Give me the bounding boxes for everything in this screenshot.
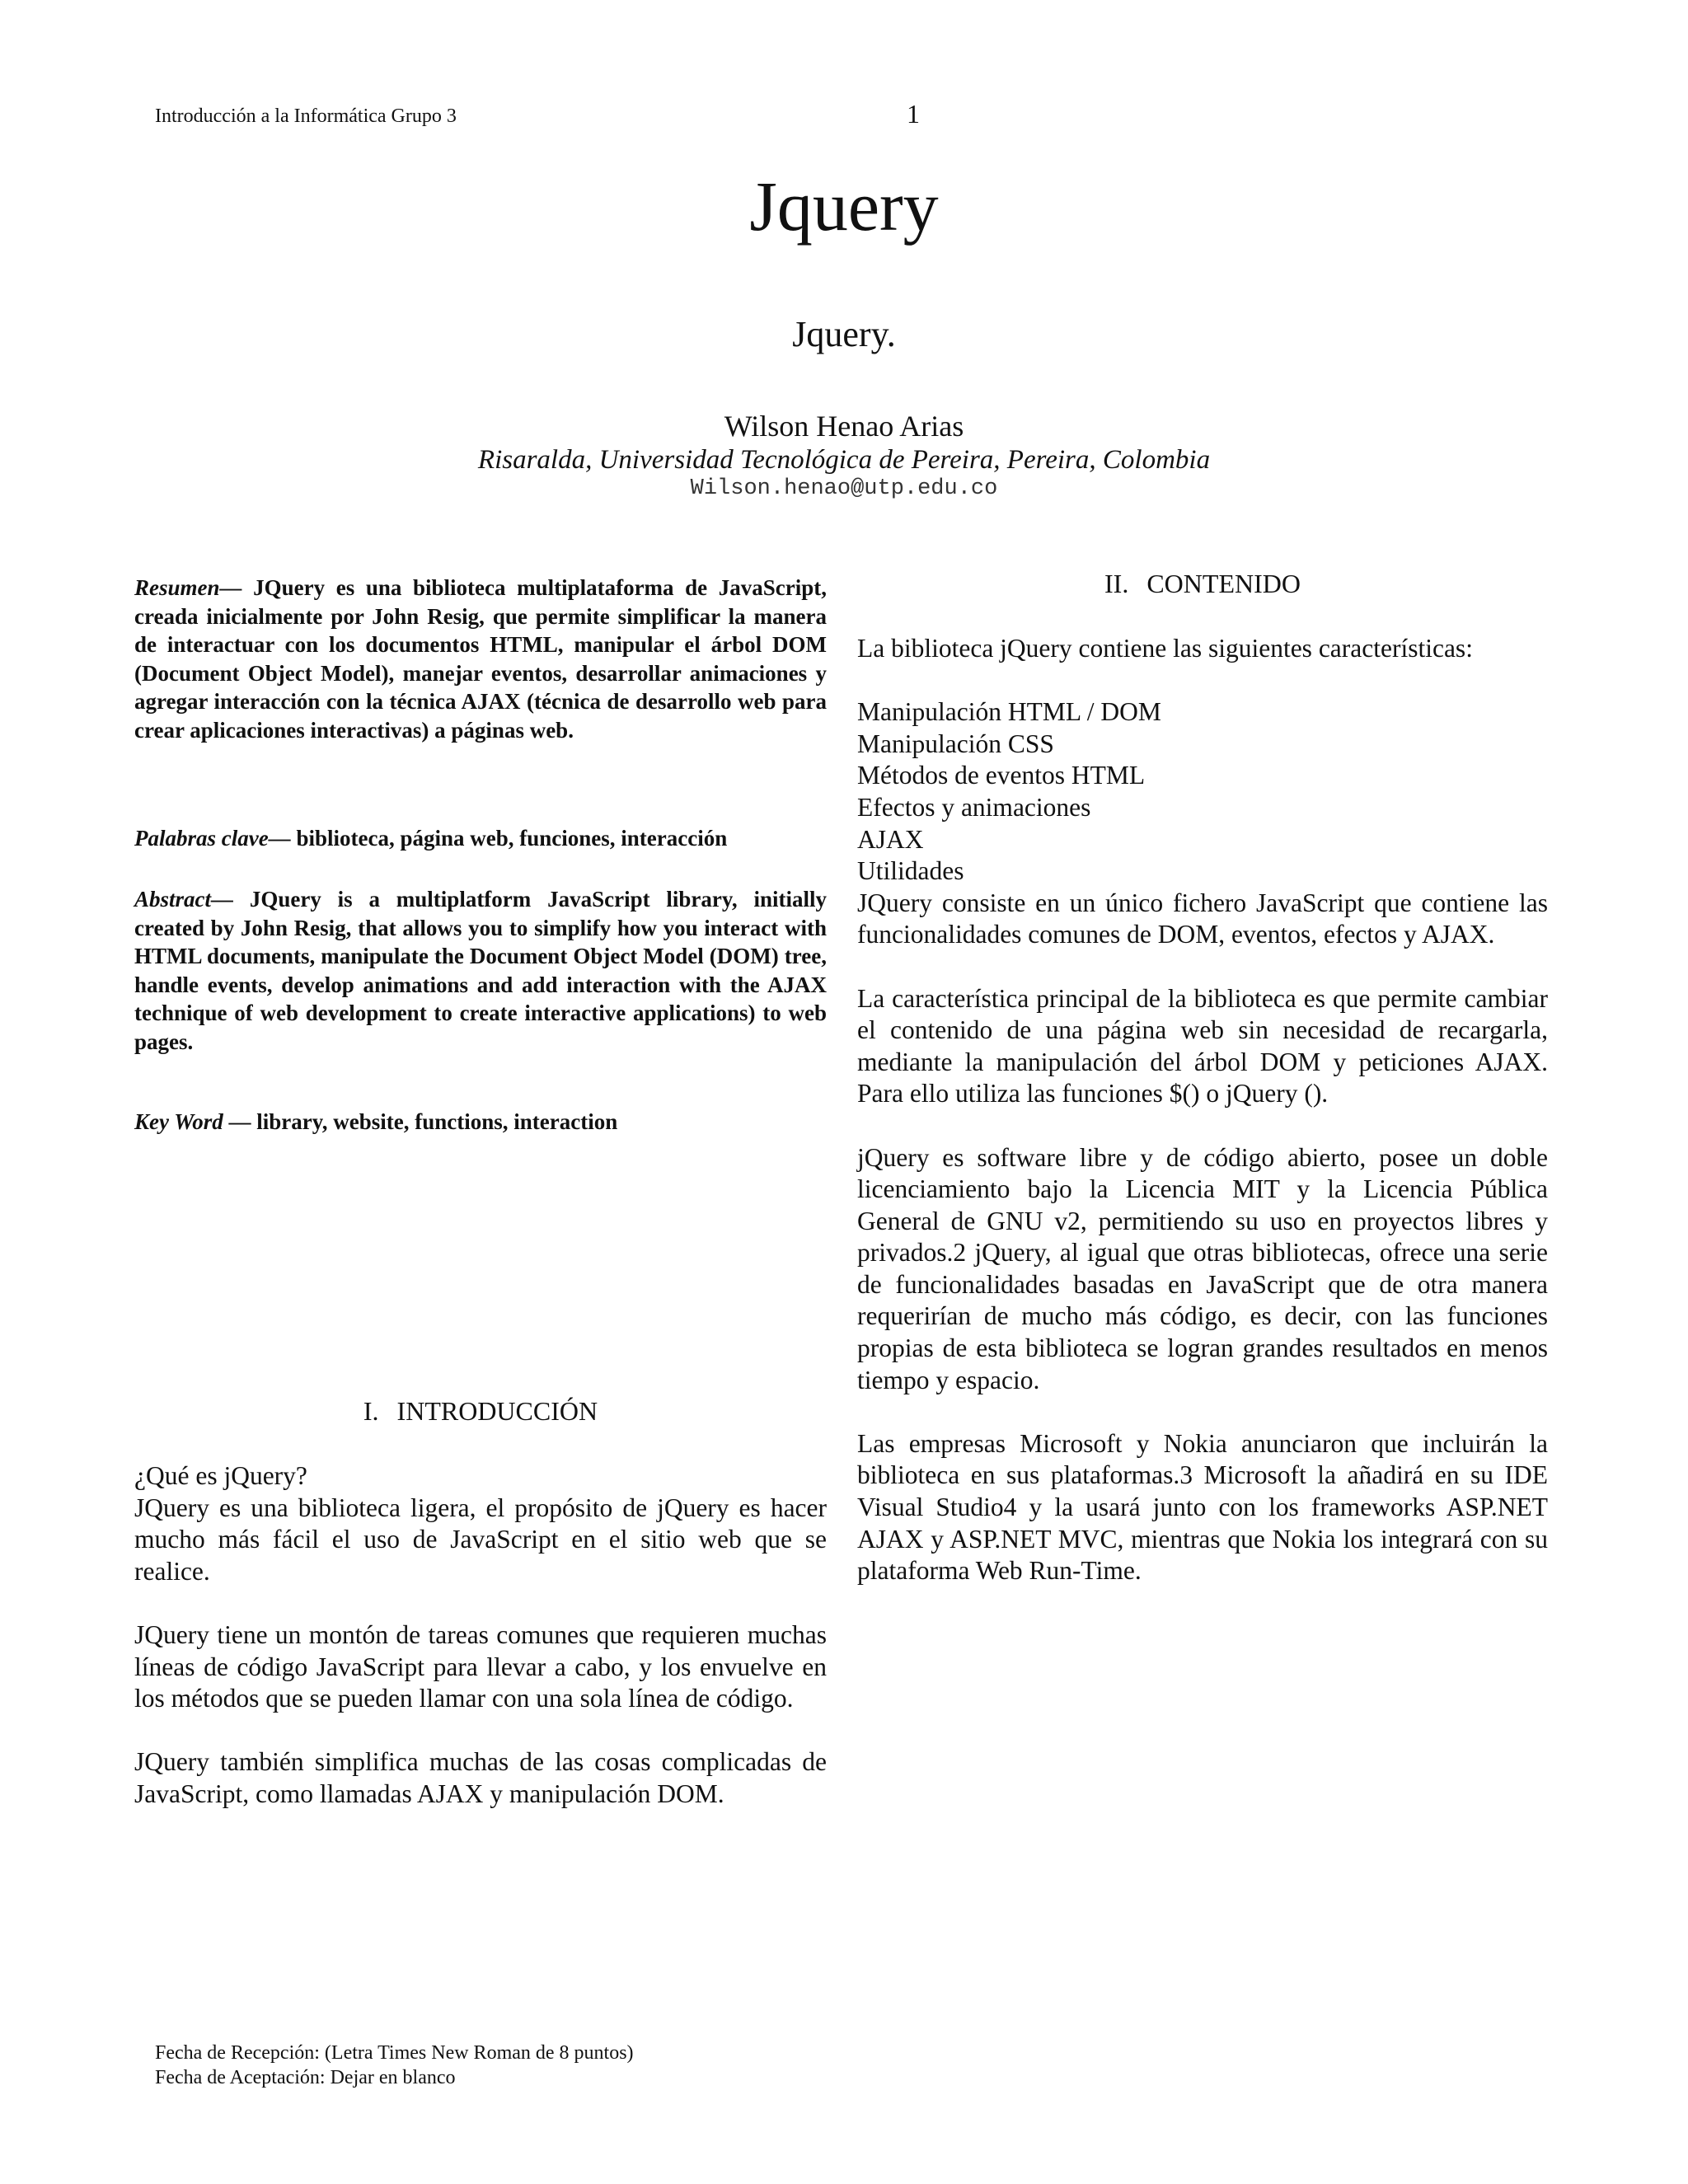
- contenido-paragraph: JQuery consiste en un único fichero JavaScript que contiene las funcionalidades comunes de DOM, eventos, efectos y AJAX.: [857, 888, 1548, 949]
- section-number: II.: [1104, 569, 1129, 598]
- palabras-clave-text: biblioteca, página web, funciones, interacción: [296, 826, 728, 851]
- author-email[interactable]: Wilson.henao@utp.edu.co: [690, 476, 998, 501]
- abstract-block: [134, 885, 827, 1056]
- contenido-paragraph: La característica principal de la biblioteca es que permite cambiar el contenido de una página web sin necesidad de recargarla, mediante la manipulación del árbol DOM y peticiones AJAX. Para ello utiliza las funciones $() o jQuery ().: [857, 983, 1548, 1108]
- resumen-label: Resumen—: [134, 575, 242, 600]
- footer-dates: [155, 2041, 634, 2090]
- page-number: 1: [907, 99, 920, 129]
- author-name: Wilson Henao Arias: [724, 410, 964, 443]
- intro-paragraph: JQuery también simplifica muchas de las cosas complicadas de JavaScript, como llamadas AJAX y manipulación DOM.: [134, 1747, 827, 1808]
- contenido-intro: La biblioteca jQuery contiene las siguientes características:: [857, 634, 1473, 663]
- paper-subtitle: Jquery.: [792, 314, 896, 354]
- contenido-paragraph: Las empresas Microsoft y Nokia anunciaron que incluirán la biblioteca en sus plataformas.3 Microsoft la añadirá en su IDE Visual Studio4 y la usará junto con los frameworks ASP.NET AJAX y ASP.NET MVC, mientras que Nokia los integrará con su plataforma Web Run-Time.: [857, 1428, 1548, 1586]
- section-number: I.: [363, 1396, 379, 1426]
- paper-title: Jquery: [749, 166, 939, 246]
- section-title: INTRODUCCIÓN: [396, 1396, 598, 1426]
- introduccion-body: [134, 1460, 827, 1811]
- keywords-text: — library, website, functions, interaction: [228, 1109, 618, 1134]
- abstract-label: Abstract—: [134, 887, 234, 912]
- keywords-block: [134, 1108, 827, 1137]
- feature-item: Utilidades: [857, 856, 964, 886]
- feature-item: Manipulación CSS: [857, 729, 1054, 758]
- section-title: CONTENIDO: [1146, 569, 1301, 598]
- running-header: Introducción a la Informática Grupo 3: [155, 105, 457, 127]
- abstract-text: JQuery is a multiplatform JavaScript library, initially created by John Resig, that allows you to simplify how you interact with HTML documents, manipulate the Document Object Model (DOM) tree, handle events, develop animations and add interaction with the AJAX technique of web development to create interactive applications) to web pages.: [134, 887, 827, 1054]
- intro-paragraph: JQuery es una biblioteca ligera, el propósito de jQuery es hacer mucho más fácil el uso de JavaScript en el sitio web que se realice.: [134, 1493, 827, 1586]
- section-heading-introduccion: [134, 1396, 827, 1427]
- contenido-paragraph: jQuery es software libre y de código abierto, posee un doble licenciamiento bajo la Licencia MIT y la Licencia Pública General de GNU v2, permitiendo su uso en proyectos libres y privados.2 jQuery, al igual que otras bibliotecas, ofrece una serie de funcionalidades basadas en JavaScript que de otra manera requerirían de mucho más código, es decir, con las funciones propias de esta biblioteca se logran grandes resultados en menos tiempo y espacio.: [857, 1142, 1548, 1394]
- author-affiliation: Risaralda, Universidad Tecnológica de Pereira, Pereira, Colombia: [477, 445, 1211, 475]
- feature-item: AJAX: [857, 824, 924, 854]
- feature-item: Manipulación HTML / DOM: [857, 697, 1161, 727]
- intro-question: ¿Qué es jQuery?: [134, 1461, 307, 1490]
- palabras-clave-block: [134, 824, 827, 853]
- feature-item: Métodos de eventos HTML: [857, 761, 1146, 790]
- contenido-body: [857, 633, 1548, 1587]
- reception-date: Fecha de Recepción: (Letra Times New Roman de 8 puntos): [155, 2042, 634, 2064]
- palabras-clave-label: Palabras clave—: [134, 826, 291, 851]
- intro-paragraph: JQuery tiene un montón de tareas comunes que requieren muchas líneas de código JavaScript para llevar a cabo, y los envuelve en los métodos que se pueden llamar con una sola línea de código.: [134, 1619, 827, 1713]
- feature-item: Efectos y animaciones: [857, 792, 1091, 822]
- resumen-text: JQuery es una biblioteca multiplataforma de JavaScript, creada inicialmente por John Resig, que permite simplificar la manera de interactuar con los documentos HTML, manipular el árbol DOM (Document Object Model), manejar eventos, desarrollar animaciones y agregar interacción con la técnica AJAX (técnica de desarrollo web para crear aplicaciones interactivas) a páginas web.: [134, 575, 827, 743]
- acceptance-date: Fecha de Aceptación: Dejar en blanco: [155, 2067, 456, 2088]
- section-heading-contenido: [857, 569, 1548, 599]
- resumen-block: [134, 574, 827, 744]
- keywords-label: Key Word: [134, 1109, 223, 1134]
